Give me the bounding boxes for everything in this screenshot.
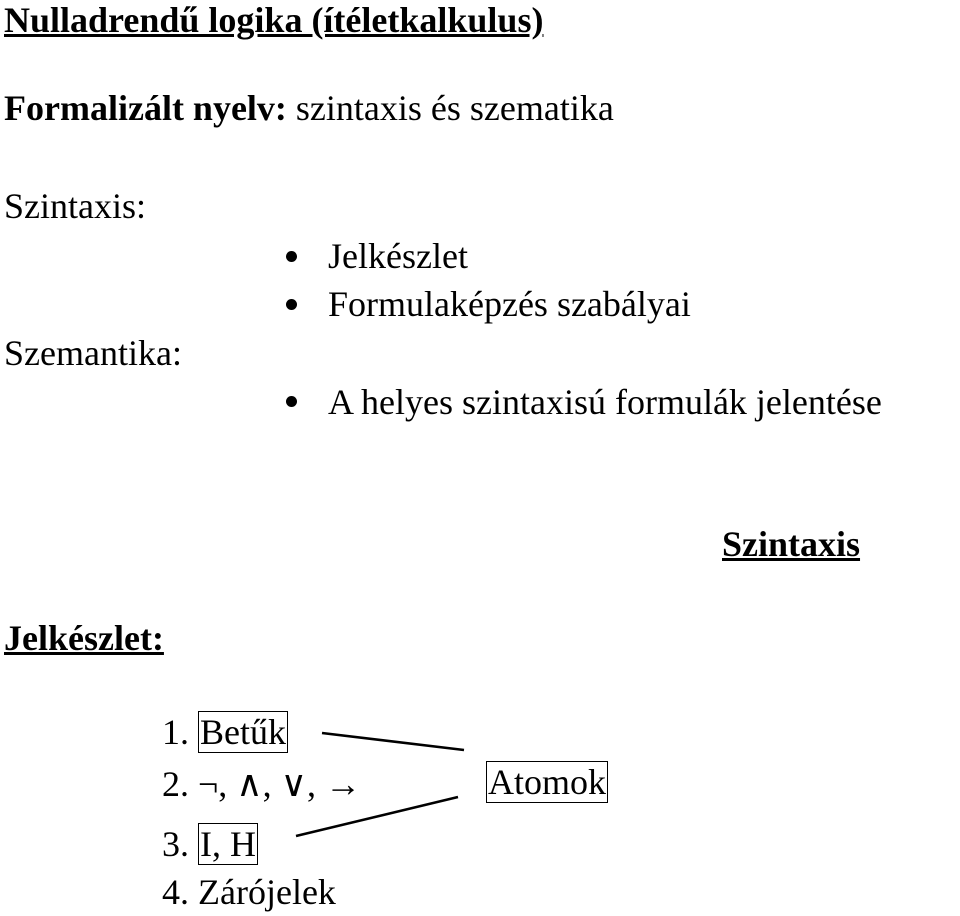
bullet-item-jelkeszlet: Jelkészlet (328, 236, 468, 276)
list-item-number: 3. (162, 824, 189, 864)
bullet-item-formulakepzes: Formulaképzés szabályai (328, 284, 691, 324)
syntax-label: Szintaxis: (4, 186, 146, 226)
section-heading-szintaxis: Szintaxis (722, 524, 861, 564)
truth-values-box: I, H (200, 824, 256, 864)
connector-line-ih (296, 797, 458, 836)
semantics-label: Szemantika: (4, 333, 182, 373)
connector-line-betuk (322, 733, 464, 750)
letters-box: Betűk (200, 712, 286, 752)
symbolset-heading: Jelkészlet: (4, 618, 164, 658)
list-item-number: 2. (162, 764, 189, 804)
intro-rest: szintaxis és szematika (286, 88, 614, 128)
connectives: ¬, ∧, ∨, → (198, 764, 362, 804)
bullet-item-jelentes: A helyes szintaxisú formulák jelentése (328, 382, 882, 422)
intro-bold: Formalizált nyelv: (4, 88, 287, 128)
list-item-number: 1. (162, 712, 189, 752)
parentheses-text: Zárójelek (198, 872, 336, 912)
atoms-label: Atomok (488, 762, 607, 802)
page-title: Nulladrendű logika (ítéletkalkulus) (4, 0, 544, 40)
list-item-number: 4. (162, 872, 189, 912)
